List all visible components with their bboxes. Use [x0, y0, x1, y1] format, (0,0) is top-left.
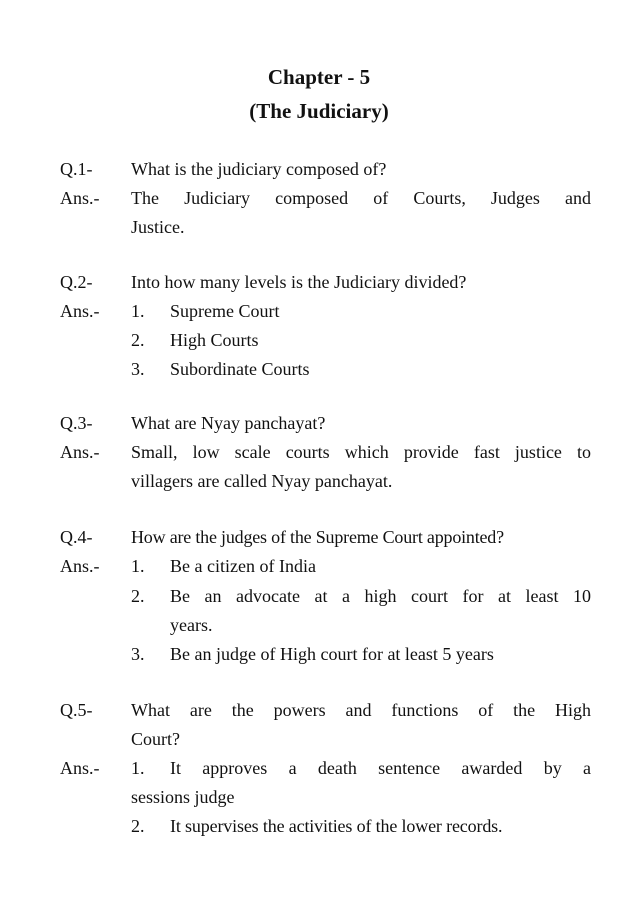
q5-item-number: 1.: [131, 758, 145, 778]
q5-question-line2: Court?: [131, 729, 180, 749]
q2-question: Into how many levels is the Judiciary divided?: [131, 272, 467, 292]
q3-question: What are Nyay panchayat?: [131, 413, 326, 433]
q5-item-number: 2.: [131, 816, 145, 836]
q4-item-text: Be a citizen of India: [170, 556, 316, 576]
q1-answer-line2: Justice.: [131, 217, 185, 237]
q3-answer-line1: Small, low scale courts which provide fast justice to: [131, 442, 591, 462]
q1-answer-label: Ans.-: [60, 188, 100, 208]
q4-item-text-line1: Be an advocate at a high court for at least 10: [170, 586, 591, 606]
q5-item-text-line1: It approves a death sentence awarded by a: [170, 758, 591, 778]
q1-answer-line1: The Judiciary composed of Courts, Judges and: [131, 188, 591, 208]
q2-item-number: 3.: [131, 359, 145, 379]
q5-label: Q.5-: [60, 700, 93, 720]
q4-answer-label: Ans.-: [60, 556, 100, 576]
q3-answer-label: Ans.-: [60, 442, 100, 462]
q4-item-number: 3.: [131, 644, 145, 664]
q2-label: Q.2-: [60, 272, 93, 292]
q4-item-text-line2: years.: [170, 615, 213, 635]
q1-question: What is the judiciary composed of?: [131, 159, 387, 179]
q2-answer-label: Ans.-: [60, 301, 100, 321]
q5-question-line1: What are the powers and functions of the High: [131, 700, 591, 720]
q5-item-text-line2: sessions judge: [131, 787, 235, 807]
q2-item-text: Supreme Court: [170, 301, 280, 321]
q4-item-text: Be an judge of High court for at least 5 years: [170, 644, 494, 664]
q2-item-number: 1.: [131, 301, 145, 321]
q1-label: Q.1-: [60, 159, 93, 179]
q2-item-number: 2.: [131, 330, 145, 350]
q4-item-number: 2.: [131, 586, 145, 606]
q5-item-text: It supervises the activities of the lower records.: [170, 816, 503, 836]
chapter-subtitle: (The Judiciary): [249, 99, 389, 123]
q4-question: How are the judges of the Supreme Court appointed?: [131, 527, 504, 547]
q4-label: Q.4-: [60, 527, 93, 547]
q3-answer-line2: villagers are called Nyay panchayat.: [131, 471, 393, 491]
q5-answer-label: Ans.-: [60, 758, 100, 778]
chapter-title: Chapter - 5: [267, 65, 371, 89]
q4-item-number: 1.: [131, 556, 145, 576]
q2-item-text: High Courts: [170, 330, 259, 350]
q2-item-text: Subordinate Courts: [170, 359, 310, 379]
q3-label: Q.3-: [60, 413, 93, 433]
